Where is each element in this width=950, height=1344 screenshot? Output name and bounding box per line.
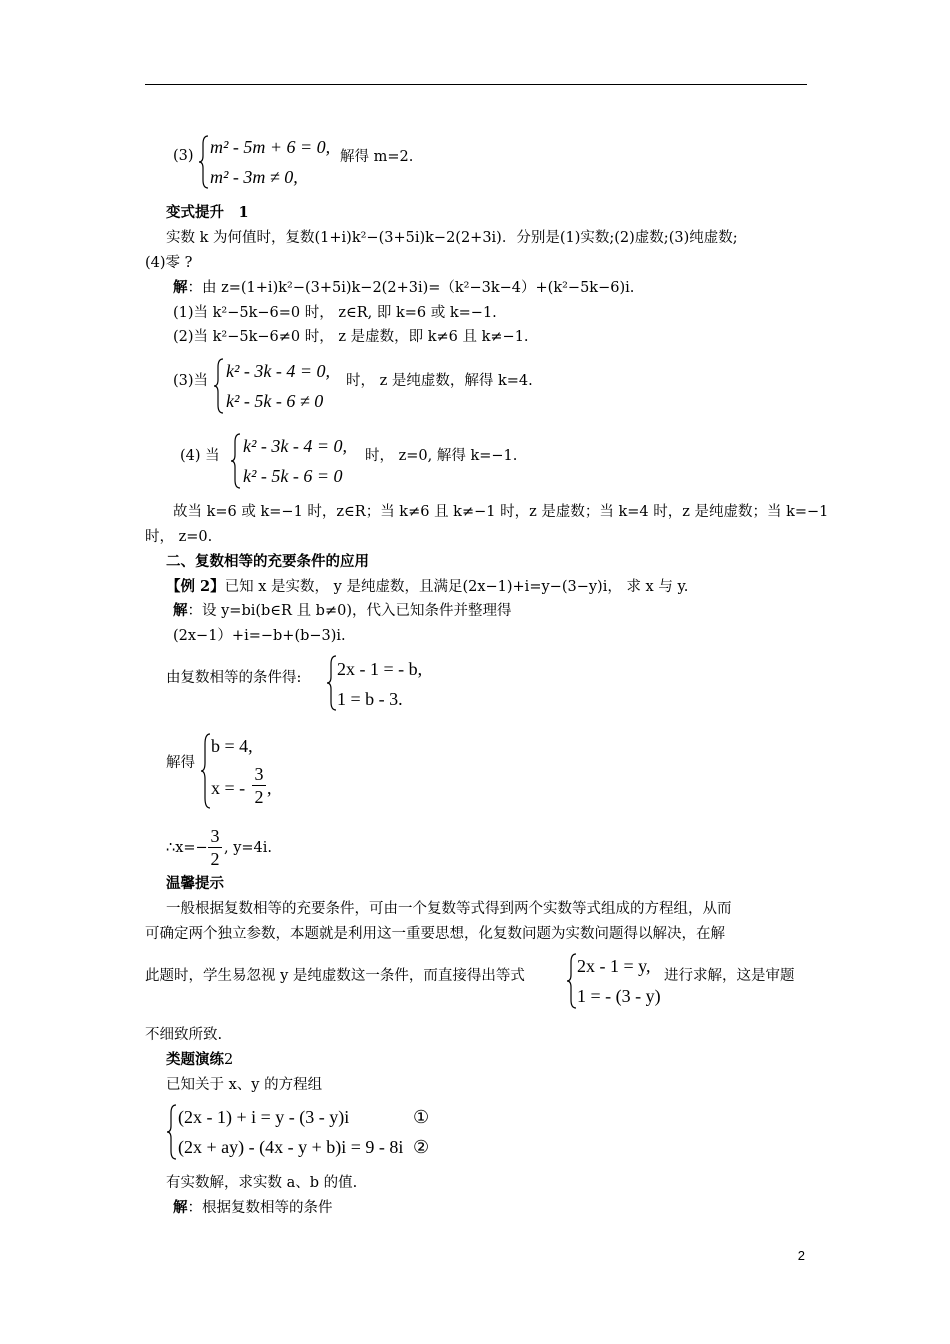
solution-summary-line2: 时， z=0. (145, 529, 213, 545)
practice-solution-text: ：根据复数相等的条件 (187, 1200, 333, 1216)
solve-eq2-post: , (267, 778, 272, 798)
solution-intro-text: ：由 z=(1+i)k²−(3+5i)k−2(2+3i)=（k²−3k−4）+(k²−5k−6)i. (187, 280, 635, 296)
example2-text: 已知 x 是实数， y 是纯虚数，且满足(2x−1)+i=y−(3−y)i， 求 x 与 y. (224, 579, 689, 595)
variant-question-line1: 实数 k 为何值时，复数(1+i)k²−(3+5i)k−2(2+3i)．分别是(1)实数;(2)虚数;(3)纯虚数; (166, 230, 738, 246)
example2-label: 【例 2】 (166, 578, 225, 595)
practice-title: 类题演练 (166, 1051, 224, 1068)
example2-solution-text: ：设 y=bi(b∈R 且 b≠0)，代入已知条件并整理得 (187, 603, 512, 619)
p3-label: (3) (173, 148, 194, 164)
example2-solve-label: 解得 (166, 755, 195, 771)
solution-case-4-label: (4) 当 (180, 448, 220, 464)
p3-eq1: m² - 5m + 6 = 0, (210, 137, 331, 157)
case3-eq1: k² - 3k - 4 = 0, (226, 361, 331, 381)
therefore-fraction-denominator: 2 (210, 849, 220, 869)
example2-solution-label: 解 (173, 602, 188, 619)
example2-equation-line: (2x−1）+i=−b+(b−3)i. (173, 628, 346, 644)
practice-eq2: (2x + ay) - (4x - y + b)i = 9 - 8i (178, 1137, 404, 1157)
tip-line2: 可确定两个独立参数，本题就是利用这一重要思想，化复数问题为实数问题得以解决，在解 (145, 926, 725, 942)
tip-eq2: 1 = - (3 - y) (577, 986, 661, 1006)
therefore-post: , y=4i. (224, 840, 273, 856)
header-rule (145, 84, 807, 85)
case4-eq1: k² - 3k - 4 = 0, (243, 436, 348, 456)
case3-tail: 时， z 是纯虚数，解得 k=4. (346, 373, 533, 389)
solution-case-1: (1)当 k²−5k−6=0 时， z∈R, 即 k=6 或 k=−1. (173, 305, 497, 321)
solve-fraction (252, 764, 266, 807)
solution-case-3-label: (3)当 (173, 373, 209, 389)
p3-brace (198, 134, 210, 190)
therefore-fraction-bar (208, 847, 222, 848)
tip-line3-pre: 此题时，学生易忽视 y 是纯虚数这一条件，而直接得出等式 (145, 968, 525, 984)
practice-solution (173, 1198, 333, 1218)
page-number: 2 (797, 1248, 805, 1263)
p3-eq2: m² - 3m ≠ 0, (210, 167, 298, 187)
tip-line4: 不细致所致. (145, 1027, 223, 1043)
case3-eq2: k² - 5k - 6 ≠ 0 (226, 391, 324, 411)
solution-case-2: (2)当 k²−5k−6≠0 时， z 是虚数，即 k≠6 且 k≠−1. (173, 329, 529, 345)
tip-eq1: 2x - 1 = y, (577, 956, 651, 976)
solve-eq1: b = 4, (211, 736, 253, 756)
practice-eq1: (2x - 1) + i = y - (3 - y)i (178, 1107, 350, 1127)
solution-summary-line1: 故当 k=6 或 k=−1 时，z∈R；当 k≠6 且 k≠−1 时，z 是虚数；当 k=4 时，z 是纯虚数；当 k=−1 (173, 504, 829, 520)
therefore-fraction (208, 826, 222, 869)
practice-solution-label: 解 (173, 1199, 188, 1216)
tip-title: 温馨提示 (166, 875, 224, 892)
condition-eq1: 2x - 1 = - b, (337, 659, 423, 679)
case3-brace (213, 357, 225, 415)
practice-question-2: 有实数解，求实数 a、b 的值. (166, 1175, 358, 1191)
variant-title: 变式提升 1 (166, 204, 249, 221)
example2-question (166, 577, 688, 597)
therefore-pre: ∴x=− (166, 840, 208, 856)
solve-eq2-pre: x = - (211, 778, 246, 798)
practice-heading (166, 1050, 233, 1070)
example2-solution (173, 601, 512, 621)
case4-tail: 时， z=0, 解得 k=−1. (365, 448, 518, 464)
tip-line3-post: 进行求解，这是审题 (664, 968, 795, 984)
solve-fraction-numerator: 3 (254, 764, 264, 784)
condition-eq2: 1 = b - 3. (337, 689, 403, 709)
tip-line1: 一般根据复数相等的充要条件，可由一个复数等式得到两个实数等式组成的方程组，从而 (166, 901, 732, 917)
solve-fraction-bar (252, 785, 266, 786)
case4-eq2: k² - 5k - 6 = 0 (243, 466, 343, 486)
practice-number: 2 (224, 1052, 234, 1068)
solution-intro (173, 278, 634, 298)
practice-question: 已知关于 x、y 的方程组 (166, 1077, 323, 1093)
case4-brace (230, 432, 242, 490)
practice-eq2-mark: ② (413, 1137, 430, 1157)
therefore-fraction-numerator: 3 (210, 826, 220, 846)
solution-label: 解 (173, 279, 188, 296)
practice-eq1-mark: ① (413, 1107, 430, 1127)
variant-question-line2: (4)零 ? (145, 255, 193, 271)
p3-result: 解得 m=2. (340, 149, 414, 165)
example2-condition-label: 由复数相等的条件得: (166, 670, 302, 686)
solve-fraction-denominator: 2 (254, 787, 264, 807)
section2-title: 二、复数相等的充要条件的应用 (166, 553, 369, 570)
practice-brace (166, 1103, 178, 1161)
